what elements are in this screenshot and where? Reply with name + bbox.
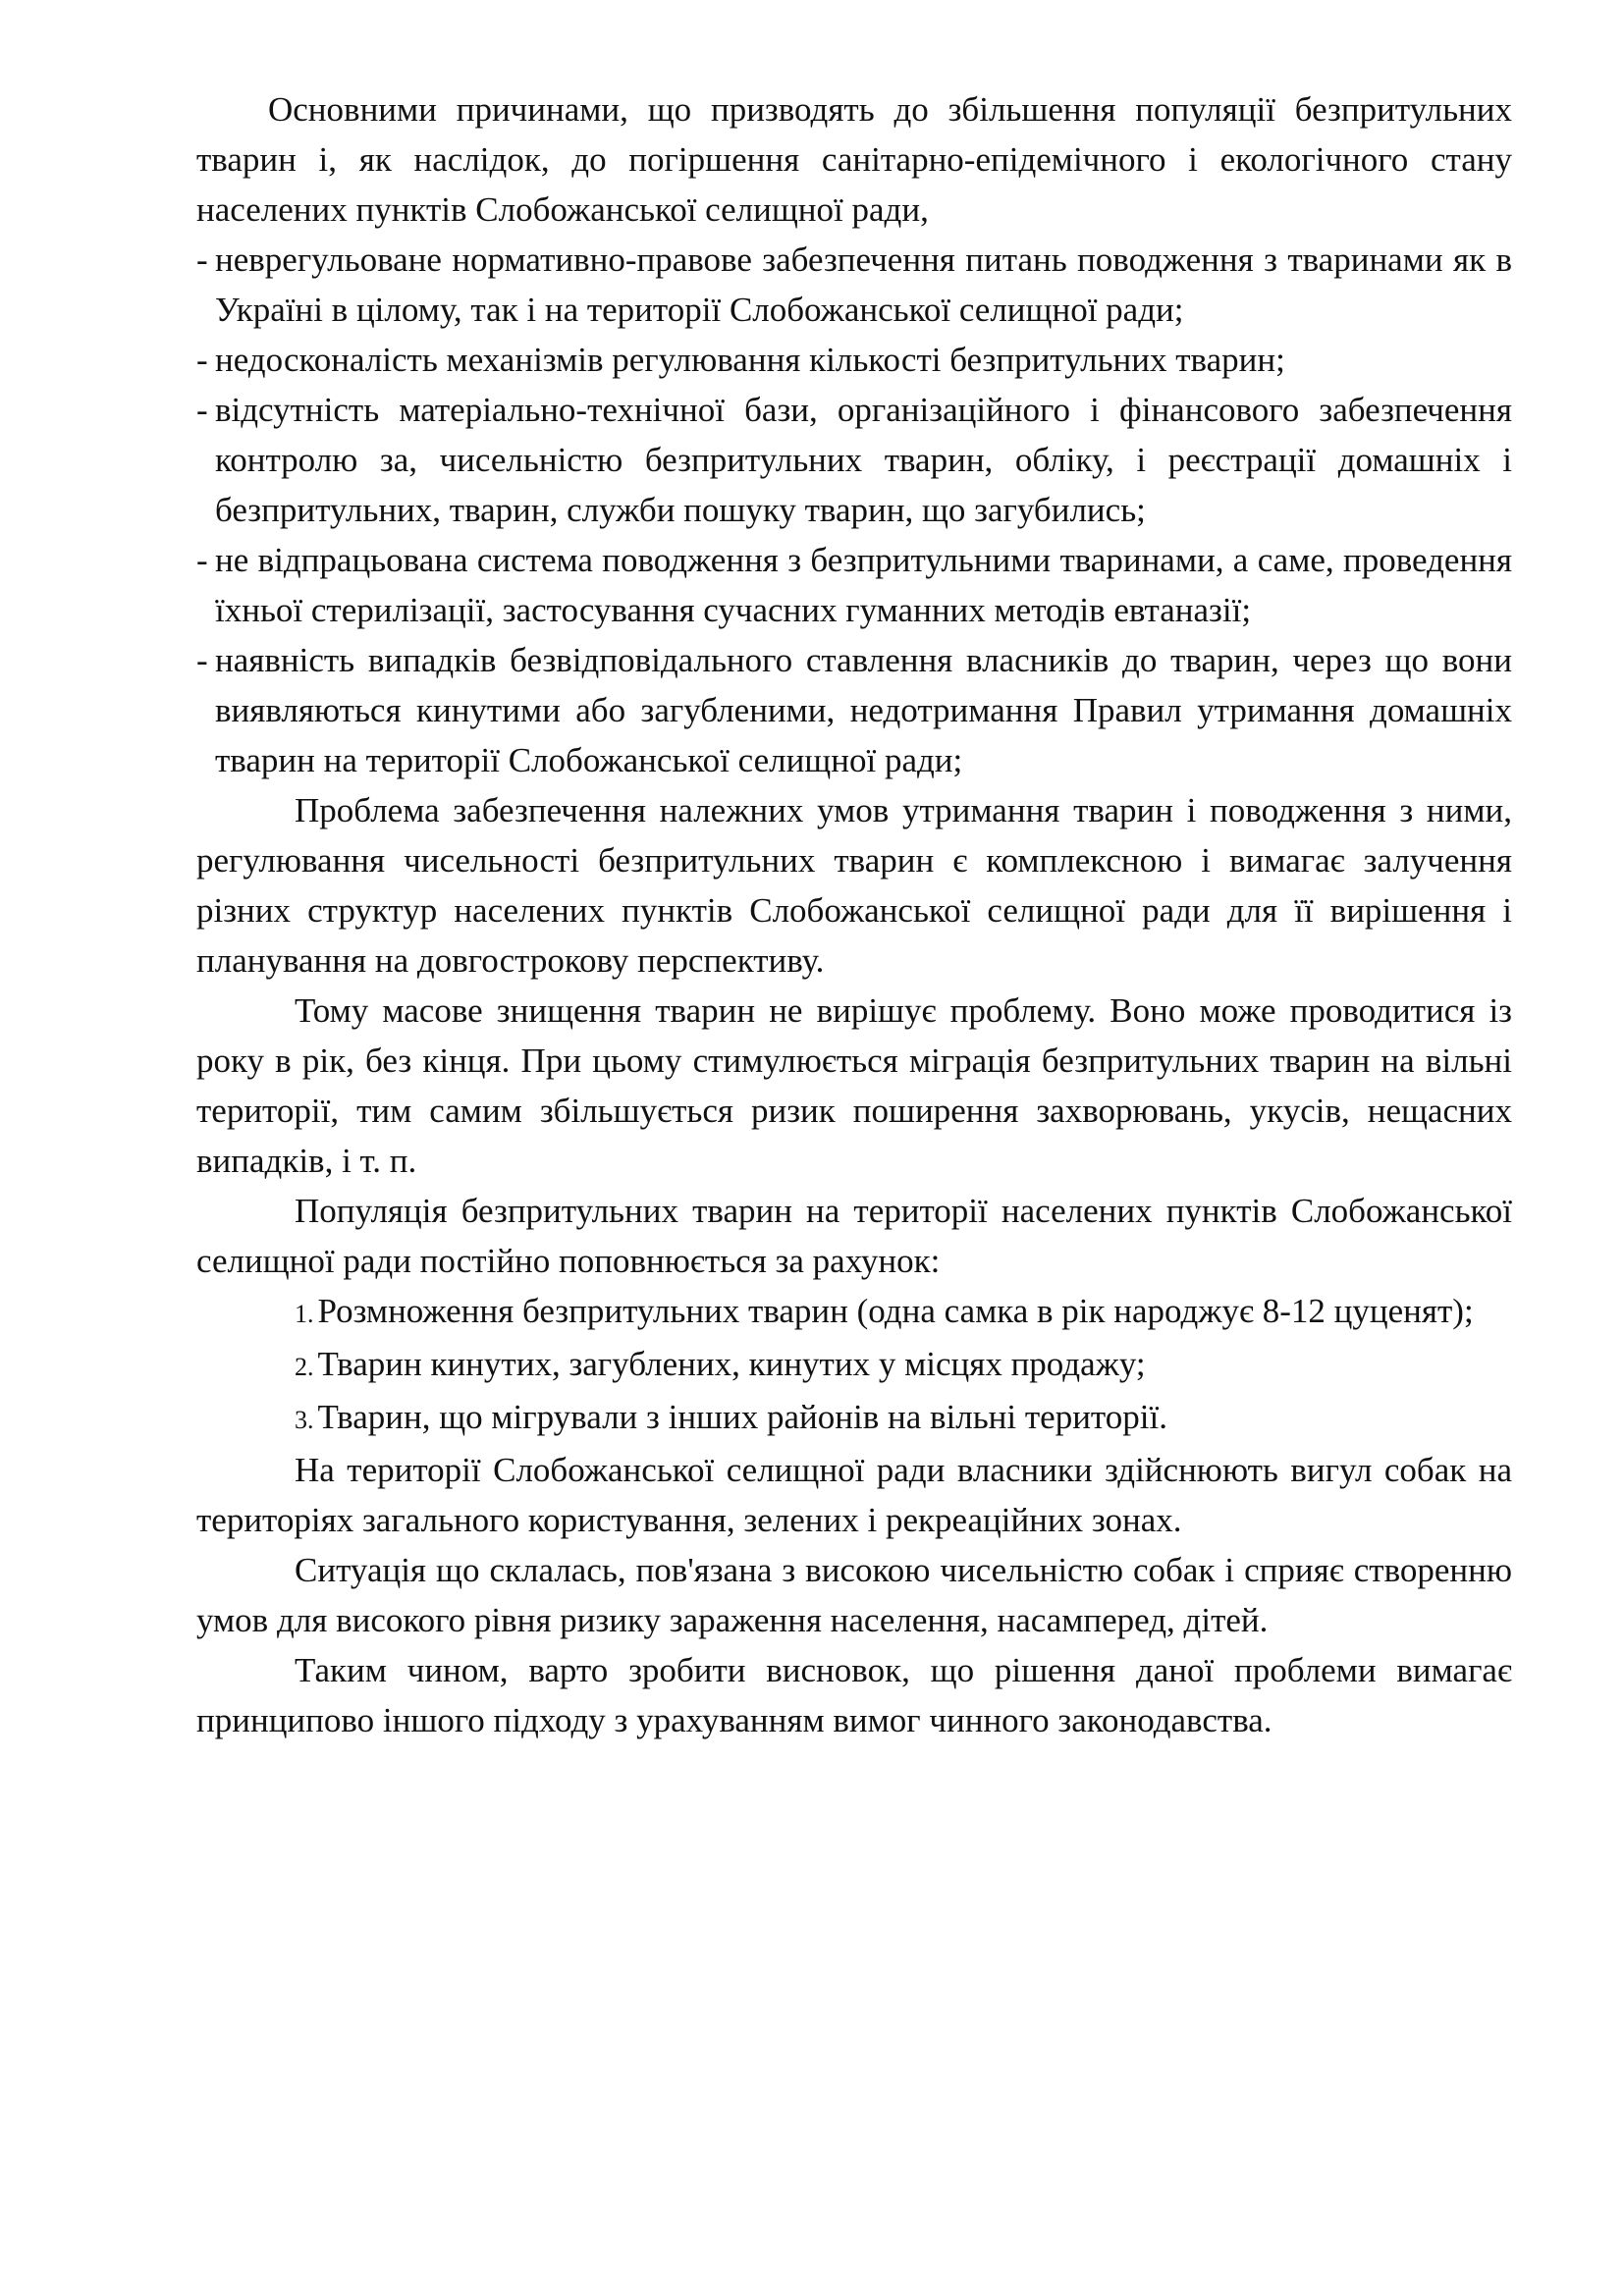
body-paragraph: На території Слобожанської селищної ради власники здійснюють вигул собак на територіях загального користування, зелених і рекреаційних зонах.	[196, 1451, 1512, 1539]
item-number: 1.	[295, 1300, 314, 1328]
item-number: 2.	[295, 1353, 314, 1381]
list-item-text: не відпрацьована система поводження з безпритульними тваринами, а саме, проведення їхньої стерилізації, застосування сучасних гуманних методів евтаназії;	[215, 541, 1512, 629]
list-item-text: недосконалість механізмів регулювання кількості безпритульних тварин;	[215, 341, 1285, 379]
body-paragraph: Популяція безпритульних тварин на території населених пунктів Слобожанської селищної ради постійно поповнюється за рахунок:	[196, 1192, 1512, 1280]
causes-list	[196, 235, 1512, 785]
numbered-item	[196, 1392, 1512, 1445]
item-number: 3.	[295, 1406, 314, 1434]
numbered-item	[196, 1339, 1512, 1392]
list-item-text: неврегульоване нормативно-правове забезпечення питань поводження з тваринами як в Україні в цілому, так і на території Слобожанської селищної ради;	[215, 240, 1512, 329]
numbered-item-text: Розмноження безпритульних тварин (одна самка в рік народжує 8-12 цуценят);	[317, 1292, 1474, 1330]
bullet-dash: -	[196, 240, 208, 279]
bullet-dash: -	[196, 641, 208, 679]
list-item	[196, 235, 1512, 335]
list-item	[196, 535, 1512, 635]
numbered-item-text: Тварин кинутих, загублених, кинутих у місцях продажу;	[317, 1345, 1146, 1383]
bullet-dash: -	[196, 541, 208, 579]
list-item	[196, 335, 1512, 385]
bullet-dash: -	[196, 341, 208, 379]
intro-paragraph: Основними причинами, що призводять до збільшення популяції безпритульних тварин і, як наслідок, до погіршення санітарно-епідемічного і екологічного стану населених пунктів Слобожанської селищної ради,	[196, 90, 1512, 229]
body-paragraph: Проблема забезпечення належних умов утримання тварин і поводження з ними, регулювання чисельності безпритульних тварин є комплексною і вимагає залучення різних структур населених пунктів Слобожанської селищної ради для її вирішення і планування на довгострокову перспективу.	[196, 791, 1512, 980]
document-body	[196, 84, 1512, 1745]
list-item	[196, 385, 1512, 535]
numbered-item	[196, 1286, 1512, 1339]
list-item-text: відсутність матеріально-технічної бази, організаційного і фінансового забезпечення контролю за, чисельністю безпритульних тварин, обліку, і реєстрації домашніх і безпритульних, тварин, служби пошуку тварин, що загубились;	[215, 391, 1512, 529]
conclusion-paragraph: Таким чином, варто зробити висновок, що рішення даної проблеми вимагає принципово іншого підходу з урахуванням вимог чинного законодавства.	[196, 1651, 1512, 1739]
list-item-text: наявність випадків безвідповідального ставлення власників до тварин, через що вони виявляються кинутими або загубленими, недотримання Правил утримання домашніх тварин на території Слобожанської селищної ради;	[215, 641, 1512, 779]
body-paragraph: Ситуація що склалась, пов'язана з високою чисельністю собак і сприяє створенню умов для високого рівня ризику зараження населення, насамперед, дітей.	[196, 1551, 1512, 1639]
list-item	[196, 635, 1512, 785]
bullet-dash: -	[196, 391, 208, 429]
body-paragraph: Тому масове знищення тварин не вирішує проблему. Воно може проводитися із року в рік, без кінця. При цьому стимулюється міграція безпритульних тварин на вільні території, тим самим збільшується ризик поширення захворювань, укусів, нещасних випадків, і т. п.	[196, 991, 1512, 1180]
numbered-item-text: Тварин, що мігрували з інших районів на вільні території.	[317, 1398, 1167, 1436]
